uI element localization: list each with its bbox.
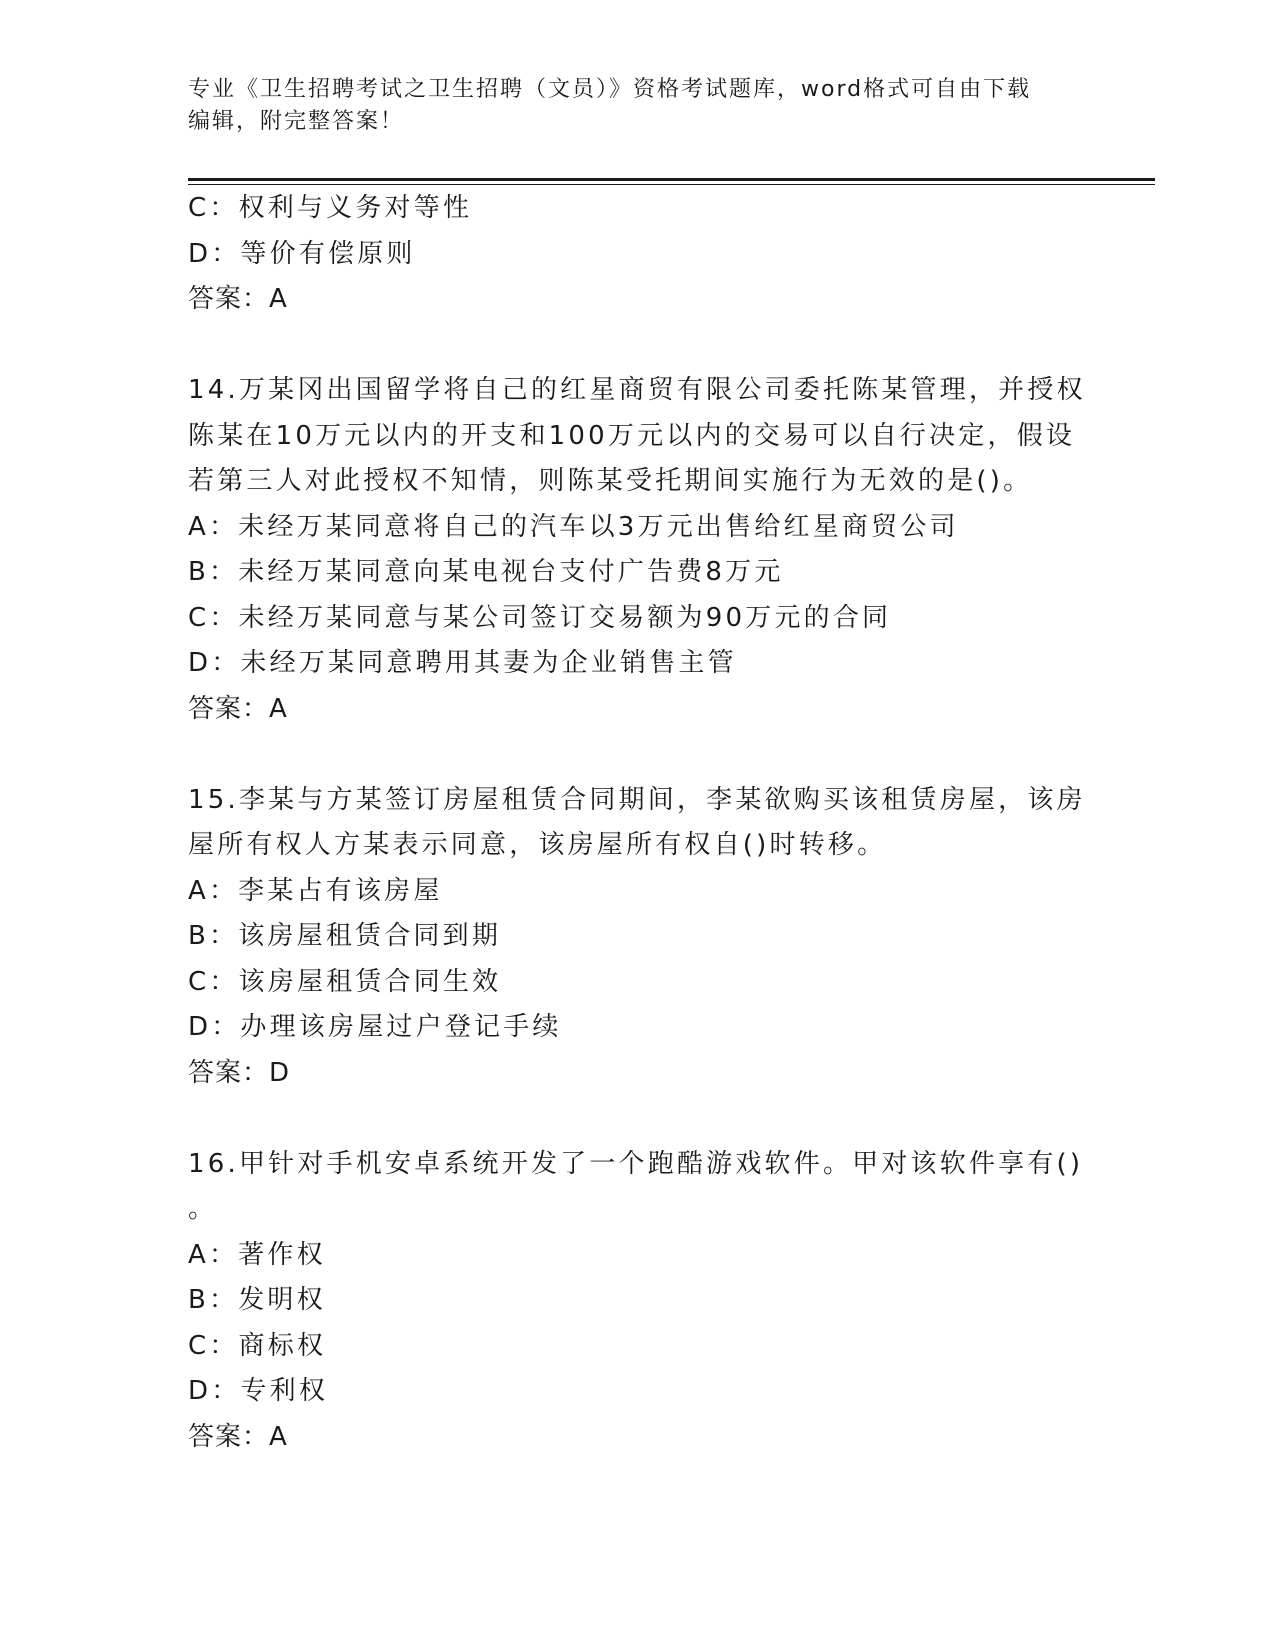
question-14 [188, 368, 1088, 732]
answer: 答案：D [188, 1057, 291, 1088]
option-a: A：著作权 [188, 1239, 326, 1270]
option-b: B：该房屋租赁合同到期 [188, 921, 502, 951]
answer: 答案：A [188, 693, 288, 724]
question-16 [188, 1142, 1088, 1461]
answer: 答案：A [188, 1421, 288, 1452]
option-d: D：未经万某同意聘用其妻为企业销售主管 [188, 648, 737, 678]
option-d: D：等价有偿原则 [188, 238, 416, 269]
spacer [188, 1096, 1088, 1142]
question-stem-line: 。 [188, 1194, 218, 1224]
spacer [188, 732, 1088, 778]
question-stem-line: 屋所有权人方某表示同意，该房屋所有权自()时转移。 [188, 830, 887, 860]
question-stem-line: 16.甲针对手机安卓系统开发了一个跑酷游戏软件。甲对该软件享有() [188, 1148, 1084, 1179]
option-d: D：专利权 [188, 1376, 329, 1406]
option-d: D：办理该房屋过户登记手续 [188, 1012, 562, 1042]
option-a: A：李某占有该房屋 [188, 875, 443, 906]
question-stem-line: 14.万某冈出国留学将自己的红星商贸有限公司委托陈某管理，并授权 [188, 375, 1086, 405]
option-a: A：未经万某同意将自己的汽车以3万元出售给红星商贸公司 [188, 511, 959, 542]
question-13-tail [188, 186, 1088, 323]
option-b: B：未经万某同意向某电视台支付广告费8万元 [188, 557, 784, 587]
question-15 [188, 778, 1088, 1097]
header-line-1: 专业《卫生招聘考试之卫生招聘（文员）》资格考试题库，word格式可自由下载 [188, 77, 1032, 102]
answer: 答案：A [188, 284, 288, 314]
option-c: C：该房屋租赁合同生效 [188, 966, 502, 997]
option-c: C：未经万某同意与某公司签订交易额为90万元的合同 [188, 602, 892, 633]
header-divider-thin [188, 184, 1155, 185]
question-list [188, 186, 1088, 1460]
question-stem-line: 陈某在10万元以内的开支和100万元以内的交易可以自行决定，假设 [188, 420, 1076, 451]
option-c: C：权利与义务对等性 [188, 193, 473, 223]
option-c: C：商标权 [188, 1330, 327, 1361]
question-stem-line: 15.李某与方某签订房屋租赁合同期间，李某欲购买该租赁房屋，该房 [188, 784, 1086, 815]
question-stem-line: 若第三人对此授权不知情，则陈某受托期间实施行为无效的是()。 [188, 466, 1033, 496]
spacer [188, 323, 1088, 369]
document-header [188, 74, 1088, 138]
header-divider-thick [188, 178, 1155, 181]
option-b: B：发明权 [188, 1285, 326, 1315]
header-line-2: 编辑，附完整答案！ [188, 109, 405, 134]
